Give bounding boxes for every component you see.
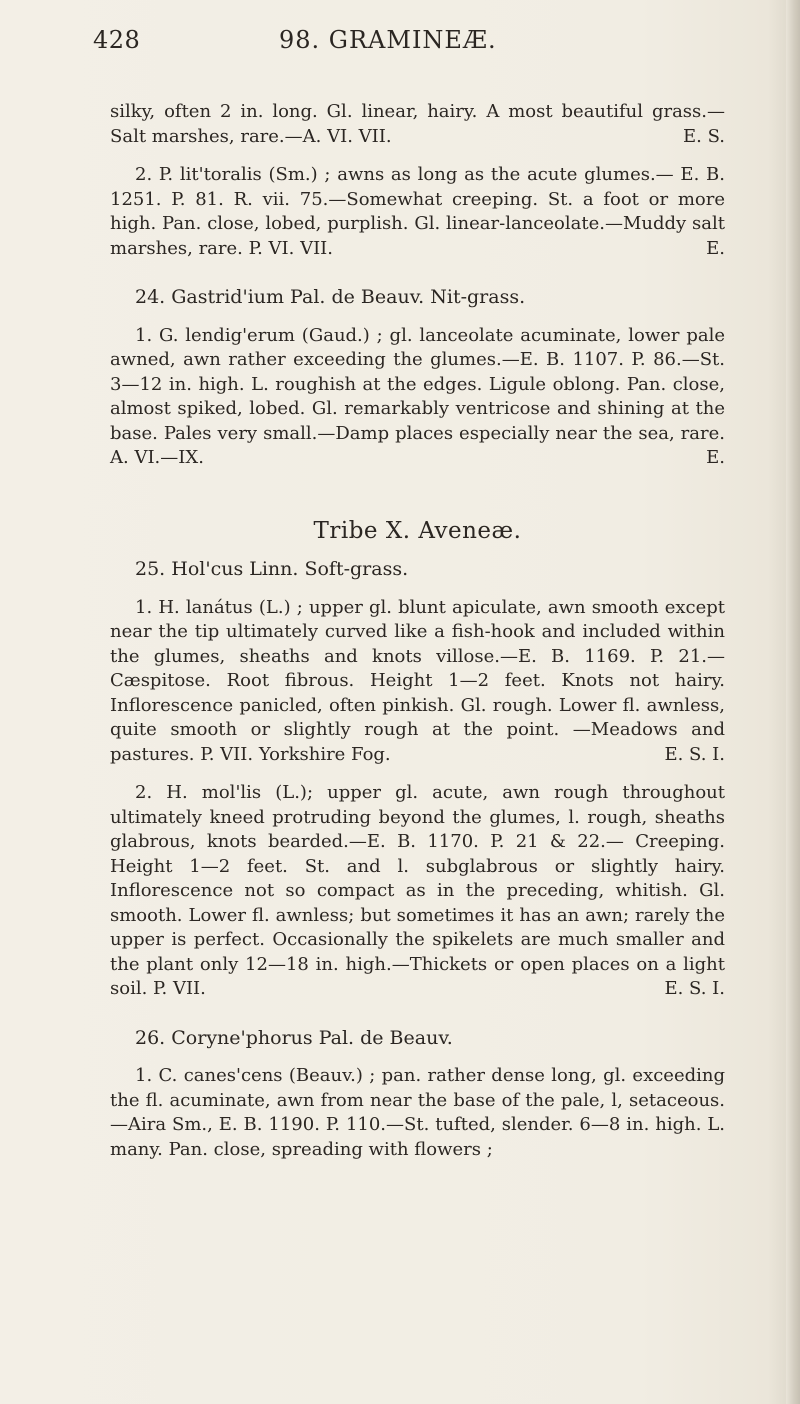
region-marker: E. S. I.	[664, 743, 725, 765]
genus-heading: 26. Coryne'phorus Pal. de Beauv.	[135, 1026, 453, 1049]
genus-heading: 25. Hol'cus Linn. Soft-grass.	[135, 558, 409, 580]
paragraph-text: 2. H. mol'lis (L.); upper gl. acute, awn rough throughout ultimately kneed protruding beyond the glumes, l. rough, sheaths glabrous, knots bearded.—E. B. 1170. P. 21 & 22.— Creeping. Height 1—2 feet. St. and l. subglabrous or slightly hairy. Inflorescence not so compact as in the preceding, whitish. Gl. smooth. Lower fl. awnless; but sometimes it has an awn; rarely the upper is perfect. Occasionally the spikelets are much smaller and the plant only 12—18 in. high.—Thickets or open places on a light soil. P. VII.	[110, 782, 725, 999]
paragraph-text: silky, often 2 in. long. Gl. linear, hairy. A most beautiful grass.—Salt marshes, rare.—A. VI. VII.	[110, 101, 725, 147]
paragraph-text: 1. H. lanátus (L.) ; upper gl. blunt apiculate, awn smooth except near the tip ultimately curved like a fish-hook and included within the glumes, sheaths and knots villose.—E. B. 1169. P. 21.—Cæspitose. Root fibrous. Height 1—2 feet. Knots not hairy. Inflorescence panicled, often pinkish. Gl. rough. Lower fl. awnless, quite smooth or slightly rough at the point. —Meadows and pastures. P. VII. Yorkshire Fog.	[110, 596, 725, 765]
paragraph-continuation	[110, 100, 725, 149]
running-head	[93, 26, 713, 66]
region-marker: E.	[706, 447, 725, 468]
species-entry	[110, 781, 725, 1002]
species-entry	[110, 324, 725, 471]
region-marker: E.	[706, 237, 725, 259]
species-entry	[110, 596, 725, 768]
running-title: 98. GRAMINEÆ.	[279, 26, 497, 54]
region-marker: E. S. I.	[664, 978, 725, 999]
paragraph-text: 1. C. canes'cens (Beauv.) ; pan. rather dense long, gl. exceeding the fl. acuminate, awn from near the base of the pale, l, setaceous.—Aira Sm., E. B. 1190. P. 110.—St. tufted, slender. 6—8 in. high. L. many. Pan. close, spreading with flowers ;	[110, 1065, 725, 1160]
region-marker: E. S.	[683, 125, 725, 147]
page-content	[110, 100, 725, 1162]
paragraph-text: 1. G. lendig'erum (Gaud.) ; gl. lanceolate acuminate, lower pale awned, awn rather exceeding the glumes.—E. B. 1107. P. 86.—St. 3—12 in. high. L. roughish at the edges. Ligule oblong. Pan. close, almost spiked, lobed. Gl. remarkably ventricose and shining at the base. Pales very small.—Damp places especially near the sea, rare. A. VI.—IX.	[110, 324, 725, 468]
page-number: 428	[93, 26, 141, 54]
genus-heading: 24. Gastrid'ium Pal. de Beauv. Nit-grass.	[135, 286, 526, 308]
page-edge	[786, 0, 800, 1404]
paragraph-text: 2. P. lit'toralis (Sm.) ; awns as long as the acute glumes.— E. B. 1251. P. 81. R. vii. 75.—Somewhat creeping. St. a foot or more high. Pan. close, lobed, purplish. Gl. linear-lanceolate.—Muddy salt marshes, rare. P. VI. VII.	[110, 164, 725, 259]
species-entry	[110, 1064, 725, 1162]
species-entry	[110, 163, 725, 261]
tribe-heading: Tribe X. Aveneæ.	[313, 517, 522, 544]
